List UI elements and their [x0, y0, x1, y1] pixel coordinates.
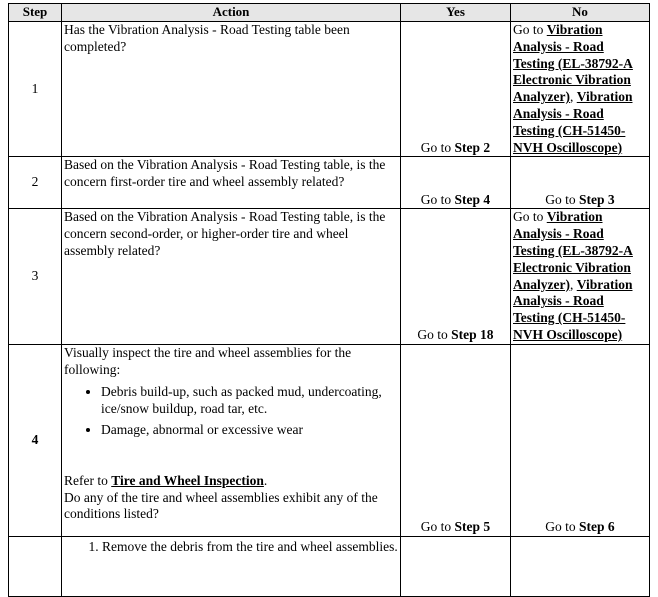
step-number: 4	[9, 344, 62, 536]
action-text: Based on the Vibration Analysis - Road Testing table, is the concern second-order, or higher-order tire and wheel assembly related?	[62, 209, 401, 344]
action-text: Based on the Vibration Analysis - Road Testing table, is the concern first-order tire and wheel assembly related?	[62, 157, 401, 209]
no-cell	[511, 344, 650, 536]
no-prefix: Go to	[513, 22, 547, 37]
header-row	[9, 4, 650, 22]
no-prefix: Go to	[545, 191, 580, 207]
no-cell	[511, 536, 650, 596]
table-row	[9, 209, 650, 344]
action-cell	[62, 344, 401, 536]
yes-prefix: Go to	[420, 191, 455, 207]
spacer	[64, 443, 398, 473]
header-yes: Yes	[401, 4, 511, 22]
list-item: 1. Remove the debris from the tire and wheel assemblies.	[102, 539, 398, 556]
step-number: 3	[9, 209, 62, 344]
table-row	[9, 536, 650, 596]
step-number: 2	[9, 157, 62, 209]
yes-step-link[interactable]: Step 5	[454, 518, 491, 534]
refer-line	[64, 473, 398, 490]
header-step: Step	[9, 4, 62, 22]
step-number	[9, 536, 62, 596]
header-no: No	[511, 4, 650, 22]
action-cell	[62, 536, 401, 596]
step-number: 1	[9, 22, 62, 157]
yes-cell	[401, 209, 511, 344]
link-vibration-analysis-el38792a[interactable]: Vibration Analysis - Road Testing (EL-38792-A Electronic Vibration Analyzer)	[513, 22, 633, 105]
list-item: • Debris build-up, such as packed mud, undercoating, ice/snow buildup, road tar, etc.	[101, 384, 398, 418]
link-tire-wheel-inspection[interactable]: Tire and Wheel Inspection	[111, 472, 264, 488]
yes-step-link[interactable]: Step 18	[451, 326, 494, 342]
table-row	[9, 344, 650, 536]
yes-cell	[401, 157, 511, 209]
no-prefix: Go to	[545, 518, 580, 534]
yes-cell	[401, 344, 511, 536]
link-vibration-analysis-ch51450[interactable]: Vibration Analysis - Road Testing (CH-51450-NVH Oscilloscope)	[513, 276, 633, 342]
no-separator: ,	[569, 89, 577, 105]
action-intro: Visually inspect the tire and wheel assemblies for the following:	[64, 344, 352, 377]
no-cell	[511, 22, 650, 157]
yes-cell	[401, 22, 511, 157]
numbered-list	[64, 539, 398, 556]
yes-prefix: Go to	[420, 139, 455, 155]
no-prefix: Go to	[513, 209, 547, 225]
yes-prefix: Go to	[417, 326, 452, 342]
link-vibration-analysis-ch51450[interactable]: Vibration Analysis - Road Testing (CH-51450-NVH Oscilloscope)	[513, 89, 633, 155]
header-action: Action	[62, 4, 401, 22]
diagnostic-table	[8, 3, 650, 597]
table-row	[9, 157, 650, 209]
no-cell	[511, 157, 650, 209]
refer-suffix: .	[263, 472, 268, 488]
yes-cell	[401, 536, 511, 596]
yes-step-link[interactable]: Step 2	[454, 139, 491, 155]
refer-prefix: Refer to	[64, 472, 112, 488]
no-step-link[interactable]: Step 6	[579, 518, 615, 534]
no-cell	[511, 209, 650, 344]
list-item: • Damage, abnormal or excessive wear	[101, 422, 398, 439]
yes-step-link[interactable]: Step 4	[454, 191, 491, 207]
yes-prefix: Go to	[420, 518, 455, 534]
action-question: Do any of the tire and wheel assemblies exhibit any of the conditions listed?	[64, 489, 378, 522]
link-vibration-analysis-el38792a[interactable]: Vibration Analysis - Road Testing (EL-38792-A Electronic Vibration Analyzer)	[513, 209, 633, 292]
no-separator: ,	[569, 276, 577, 292]
no-step-link[interactable]: Step 3	[579, 191, 615, 207]
table-row	[9, 22, 650, 157]
condition-list	[64, 384, 398, 438]
action-text: Has the Vibration Analysis - Road Testing table been completed?	[62, 22, 401, 157]
